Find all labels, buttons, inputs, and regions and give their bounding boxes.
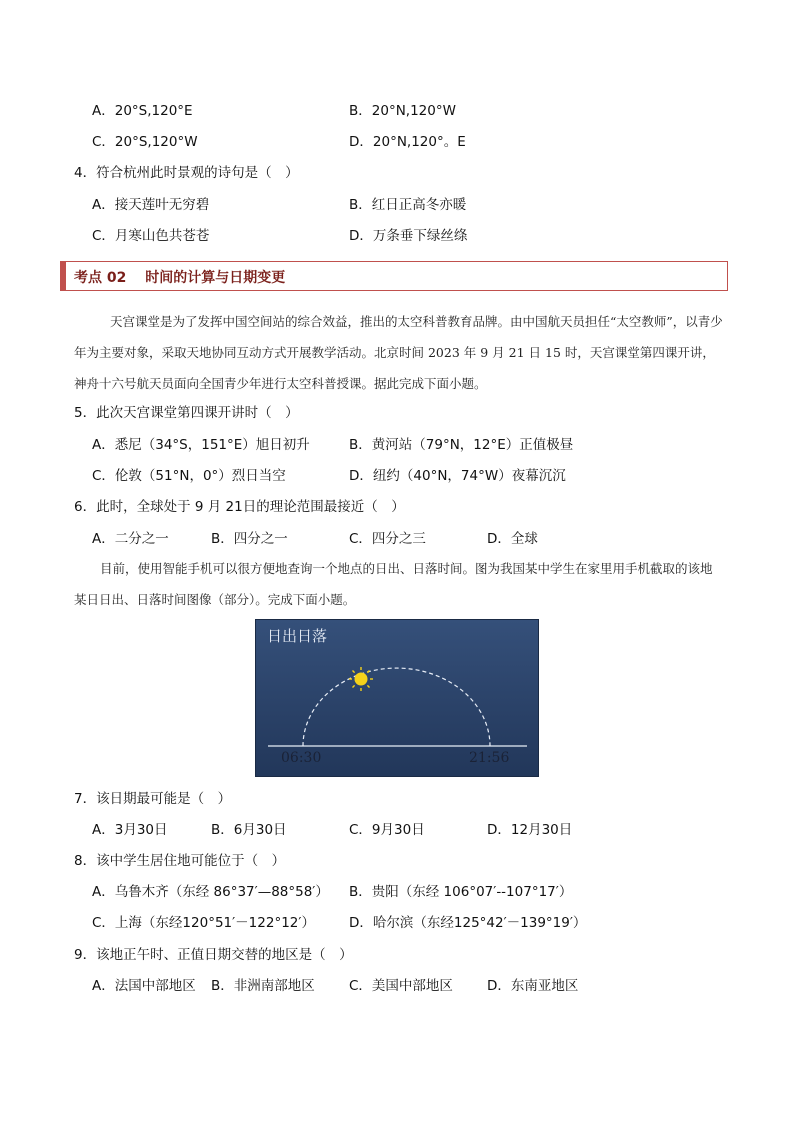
q9-option-c: C．美国中部地区 bbox=[349, 978, 453, 994]
figure-title: 日出日落 bbox=[267, 627, 328, 645]
q7-option-d: D．12月30日 bbox=[487, 822, 573, 838]
passage-1: 天宫课堂是为了发挥中国空间站的综合效益，推出的太空科普教育品牌。由中国航天员担任“太空教师”，以青少年为主要对象，采取天地协同互动方式开展教学活动。北京时间 2023 年 9 月 21 日 15 时，天宫课堂第四课开讲，神舟十六号航天员面向全国青少年进行太空科普授课。据此完成下面小题。 bbox=[74, 314, 723, 391]
q4-option-c: C．月寒山色共苍苍 bbox=[92, 228, 210, 244]
q6-option-d: D．全球 bbox=[487, 531, 538, 547]
q5-option-c: C．伦敦（51°N，0°）烈日当空 bbox=[92, 468, 286, 484]
q5-option-a: A．悉尼（34°S，151°E）旭日初升 bbox=[92, 437, 310, 453]
sunrise-sunset-figure bbox=[255, 619, 539, 777]
section-title: 考点 02 时间的计算与日期变更 bbox=[74, 270, 286, 286]
q9-option-a: A．法国中部地区 bbox=[92, 978, 196, 994]
section-header bbox=[60, 261, 728, 291]
q5-option-b: B．黄河站（79°N，12°E）正值极昼 bbox=[349, 437, 574, 453]
q8-option-d: D．哈尔滨（东经125°42′－139°19′） bbox=[349, 915, 587, 931]
q7-option-a: A．3月30日 bbox=[92, 822, 168, 838]
q6-option-c: C．四分之三 bbox=[349, 531, 426, 547]
q8-stem: 8．该中学生居住地可能位于（ ） bbox=[74, 853, 286, 869]
section-accent-bar bbox=[60, 261, 66, 291]
q6-option-a: A．二分之一 bbox=[92, 531, 169, 547]
q9-option-b: B．非洲南部地区 bbox=[211, 978, 315, 994]
passage-2: 目前，使用智能手机可以很方便地查询一个地点的日出、日落时间。图为我国某中学生在家里用手机截取的该地某日日出、日落时间图像（部分）。完成下面小题。 bbox=[74, 561, 713, 607]
q4-option-a: A．接天莲叶无穷碧 bbox=[92, 197, 210, 213]
sunset-time: 21:56 bbox=[469, 750, 510, 766]
q8-option-b: B．贵阳（东经 106°07′--107°17′） bbox=[349, 884, 573, 900]
q9-option-d: D．东南亚地区 bbox=[487, 978, 579, 994]
q4-option-b: B．红日正高冬亦暖 bbox=[349, 197, 467, 213]
q3-option-d: D．20°N,120°。E bbox=[349, 134, 466, 150]
q7-option-c: C．9月30日 bbox=[349, 822, 425, 838]
q6-stem: 6．此时，全球处于 9 月 21日的理论范围最接近（ ） bbox=[74, 499, 405, 515]
q6-option-b: B．四分之一 bbox=[211, 531, 288, 547]
q7-stem: 7．该日期最可能是（ ） bbox=[74, 791, 232, 807]
q4-stem: 4．符合杭州此时景观的诗句是（ ） bbox=[74, 165, 299, 181]
q3-option-b: B．20°N,120°W bbox=[349, 103, 456, 119]
q3-option-c: C．20°S,120°W bbox=[92, 134, 198, 150]
q5-stem: 5．此次天宫课堂第四课开讲时（ ） bbox=[74, 405, 299, 421]
q7-option-b: B．6月30日 bbox=[211, 822, 287, 838]
q5-option-d: D．纽约（40°N，74°W）夜幕沉沉 bbox=[349, 468, 566, 484]
q9-stem: 9．该地正午时、正值日期交替的地区是（ ） bbox=[74, 947, 353, 963]
q8-option-a: A．乌鲁木齐（东经 86°37′—88°58′） bbox=[92, 884, 329, 900]
q3-option-a: A．20°S,120°E bbox=[92, 103, 193, 119]
sunrise-time: 06:30 bbox=[281, 750, 322, 766]
q8-option-c: C．上海（东经120°51′－122°12′） bbox=[92, 915, 315, 931]
q4-option-d: D．万条垂下绿丝绦 bbox=[349, 228, 468, 244]
